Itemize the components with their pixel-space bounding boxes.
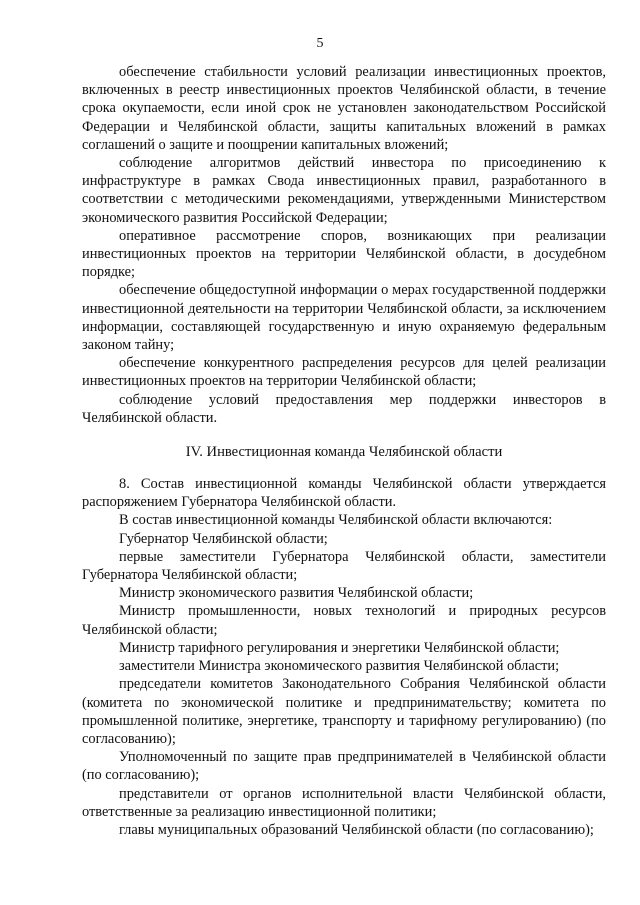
paragraph: Министр экономического развития Челябинской области; xyxy=(119,585,474,602)
paragraph: обеспечение стабильности условий реализации инвестиционных проектов, включенных в реестр инвестиционных проектов Челябинской области, в течение срока окупаемости, если иной срок не установлен законодательством Российской Федерации и Челябинской области, защиты капитальных вложений в рамках соглашений о защите и поощрении капитальных вложений; xyxy=(82,64,606,153)
paragraph: Министр промышленности, новых технологий и природных ресурсов Челябинской области; xyxy=(82,603,606,638)
paragraphs-before-section xyxy=(82,63,606,427)
paragraph: соблюдение алгоритмов действий инвестора по присоединению к инфраструктуре в рамках Свода инвестиционных правил, разработанного в соответствии с методическими рекомендациями, утвержденными Министерством экономического развития Российской Федерации; xyxy=(82,155,606,226)
paragraph: представители от органов исполнительной власти Челябинской области, ответственные за реализацию инвестиционной политики; xyxy=(82,785,606,820)
paragraph: председатели комитетов Законодательного Собрания Челябинской области (комитета по экономической политике и предпринимательству; комитета по промышленной политике, энергетике, транспорту и тарифному регулированию) (по согласованию); xyxy=(82,676,606,747)
paragraph: оперативное рассмотрение споров, возникающих при реализации инвестиционных проектов на территории Челябинской области, в досудебном порядке; xyxy=(82,227,606,281)
paragraph: обеспечение общедоступной информации о мерах государственной поддержки инвестиционной деятельности на территории Челябинской области, за исключением информации, составляющей государственную и иную охраняемую федеральным законом тайну; xyxy=(82,282,606,354)
paragraph: первые заместители Губернатора Челябинской области, заместители Губернатора Челябинской области; xyxy=(82,548,606,584)
paragraph: соблюдение условий предоставления мер поддержки инвесторов в Челябинской области. xyxy=(82,391,606,426)
paragraph: заместители Министра экономического развития Челябинской области; xyxy=(119,658,560,675)
document-body xyxy=(82,63,606,839)
paragraph: главы муниципальных образований Челябинской области (по согласованию); xyxy=(119,821,594,838)
page-number: 5 xyxy=(316,36,324,51)
paragraphs-after-section xyxy=(82,475,606,839)
paragraph: 8. Состав инвестиционной команды Челябинской области утверждается распоряжением Губернатора Челябинской области. xyxy=(82,476,606,511)
paragraph: обеспечение конкурентного распределения ресурсов для целей реализации инвестиционных проектов на территории Челябинской области; xyxy=(82,355,606,390)
paragraph: Губернатор Челябинской области; xyxy=(119,530,328,547)
paragraph: В состав инвестиционной команды Челябинской области включаются: xyxy=(119,512,553,529)
paragraph: Министр тарифного регулирования и энергетики Челябинской области; xyxy=(119,639,560,656)
section-heading: IV. Инвестиционная команда Челябинской области xyxy=(185,444,503,461)
paragraph: Уполномоченный по защите прав предпринимателей в Челябинской области (по согласованию); xyxy=(82,749,606,784)
